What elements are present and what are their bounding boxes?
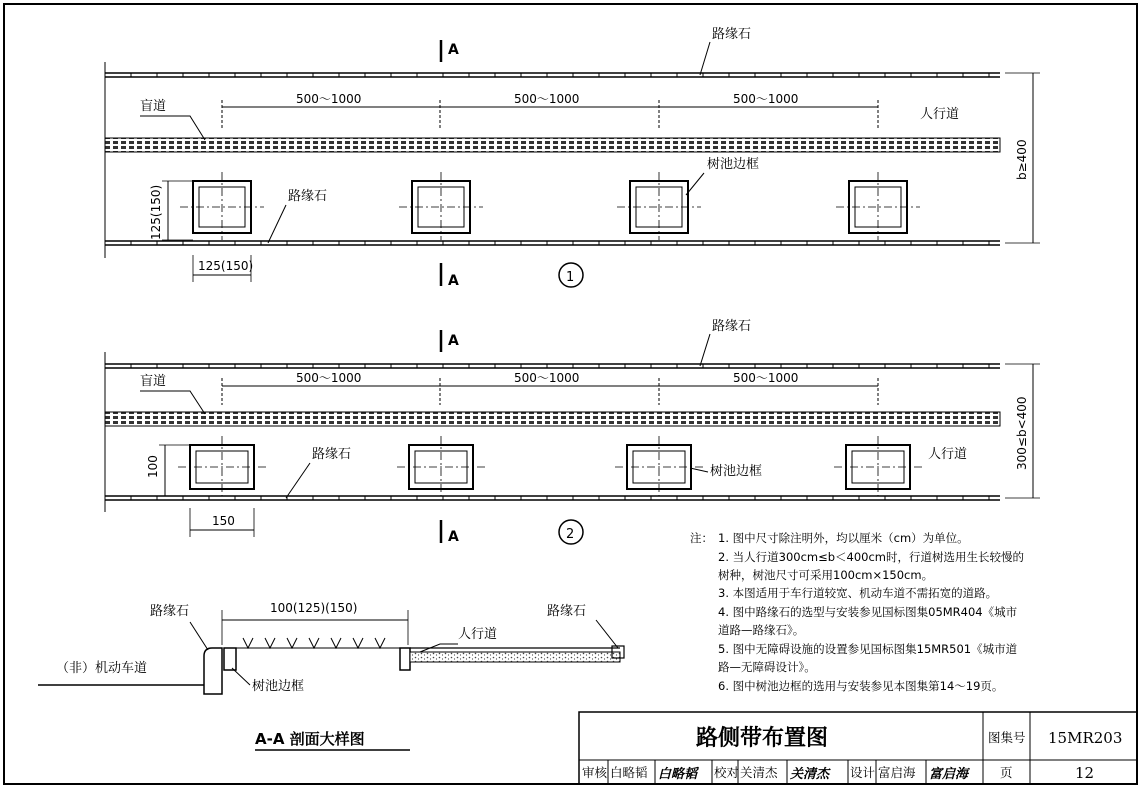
notes-prefix: 注： <box>690 531 713 545</box>
label-sidewalk: 人行道 <box>458 627 498 642</box>
spacing-dim-1: 500～1000 <box>296 371 362 385</box>
label-sidewalk: 人行道 <box>928 447 968 462</box>
pit-height-dim: 100 <box>146 455 160 478</box>
spacing-dim-1: 500～1000 <box>296 92 362 106</box>
spacing-dim-3: 500～1000 <box>733 371 799 385</box>
check-signature: 关清杰 <box>790 767 830 782</box>
label-curb-bottom: 路缘石 <box>288 189 328 204</box>
label-curb-left: 路缘石 <box>150 604 190 619</box>
note-line: 6. 图中树池边框的选用与安装参见本图集第14～19页。 <box>718 679 1004 693</box>
note-line: 3. 本图适用于车行道较宽、机动车道不需拓宽的道路。 <box>718 586 998 600</box>
label-blind-path: 盲道 <box>140 99 167 114</box>
sheet-border <box>4 4 1137 784</box>
grass-mark <box>375 638 385 648</box>
section-mark-top: A <box>448 42 459 58</box>
notes <box>690 531 1024 693</box>
tree-pit <box>180 172 264 240</box>
width-dim: 300≤b<400 <box>1015 396 1029 470</box>
drawing-title: 路侧带布置图 <box>696 726 829 751</box>
page-label: 页 <box>1000 765 1013 780</box>
page-number: 12 <box>1075 764 1095 782</box>
width-dim: b≥400 <box>1015 139 1029 180</box>
review-signature: 白略韬 <box>658 767 698 782</box>
section-title: A-A 剖面大样图 <box>255 730 365 748</box>
grass-mark <box>309 638 319 648</box>
spacing-dim-2: 500～1000 <box>514 371 580 385</box>
note-line: 1. 图中尺寸除注明外，均以厘米（cm）为单位。 <box>718 531 969 545</box>
label-curb-right: 路缘石 <box>547 604 587 619</box>
note-line: 道路—路缘石》。 <box>718 623 805 637</box>
note-line: 路—无障碍设计》。 <box>718 660 816 674</box>
note-line: 4. 图中路缘石的选型与安装参见国标图集05MR404《城市 <box>718 605 1018 619</box>
review-label: 审核 <box>582 765 608 780</box>
label-blind-path: 盲道 <box>140 374 167 389</box>
plan-2 <box>105 319 1040 545</box>
check-name: 关清杰 <box>740 765 778 780</box>
detail-number: 2 <box>566 527 575 542</box>
atlas-label: 图集号 <box>988 730 1026 745</box>
label-tree-frame: 树池边框 <box>710 464 763 479</box>
label-road: （非）机动车道 <box>56 661 148 676</box>
blind-path-strip <box>105 412 1000 426</box>
grass-mark <box>265 638 275 648</box>
tree-pit <box>617 172 701 240</box>
grass-mark <box>353 638 363 648</box>
label-tree-frame: 树池边框 <box>707 157 760 172</box>
section-mark-bottom: A <box>448 529 459 545</box>
tree-pit <box>397 436 485 496</box>
tree-pit <box>834 436 922 496</box>
section-mark-bottom: A <box>448 273 459 289</box>
design-label: 设计 <box>850 765 876 780</box>
soil-grass-marks <box>243 638 385 648</box>
section-dim: 100(125)(150) <box>270 601 358 615</box>
design-signature: 富启海 <box>929 767 969 782</box>
atlas-number: 15MR203 <box>1048 729 1123 747</box>
label-curb-top: 路缘石 <box>712 319 752 334</box>
spacing-dim-2: 500～1000 <box>514 92 580 106</box>
label-curb-top: 路缘石 <box>712 27 752 42</box>
grass-mark <box>243 638 253 648</box>
spacing-dim-3: 500～1000 <box>733 92 799 106</box>
detail-number: 1 <box>566 270 575 285</box>
blind-path-strip <box>105 138 1000 152</box>
grass-mark <box>331 638 341 648</box>
tree-pit <box>836 172 920 240</box>
label-curb-bottom: 路缘石 <box>312 447 352 462</box>
pit-height-dim: 125(150) <box>149 184 163 240</box>
note-line: 树种，树池尺寸可采用100cm×150cm。 <box>718 568 934 582</box>
grass-mark <box>287 638 297 648</box>
section-aa <box>38 601 624 750</box>
tree-pit <box>178 436 266 496</box>
check-label: 校对 <box>714 765 740 780</box>
label-sidewalk: 人行道 <box>920 107 960 122</box>
label-tree-frame: 树池边框 <box>252 679 305 694</box>
tree-pit <box>615 436 703 496</box>
note-line: 2. 当人行道300cm≤b＜400cm时，行道树选用生长较慢的 <box>718 550 1025 564</box>
note-line: 5. 图中无障碍设施的设置参见国标图集15MR501《城市道 <box>718 642 1018 656</box>
review-name: 白略韬 <box>610 765 648 780</box>
pit-width-dim: 125(150) <box>198 259 254 273</box>
plan-1 <box>105 27 1040 289</box>
pit-width-dim: 150 <box>212 514 235 528</box>
section-mark-top: A <box>448 333 459 349</box>
tree-pit <box>399 172 483 240</box>
title-block <box>579 712 1137 784</box>
design-name: 富启海 <box>878 765 916 780</box>
